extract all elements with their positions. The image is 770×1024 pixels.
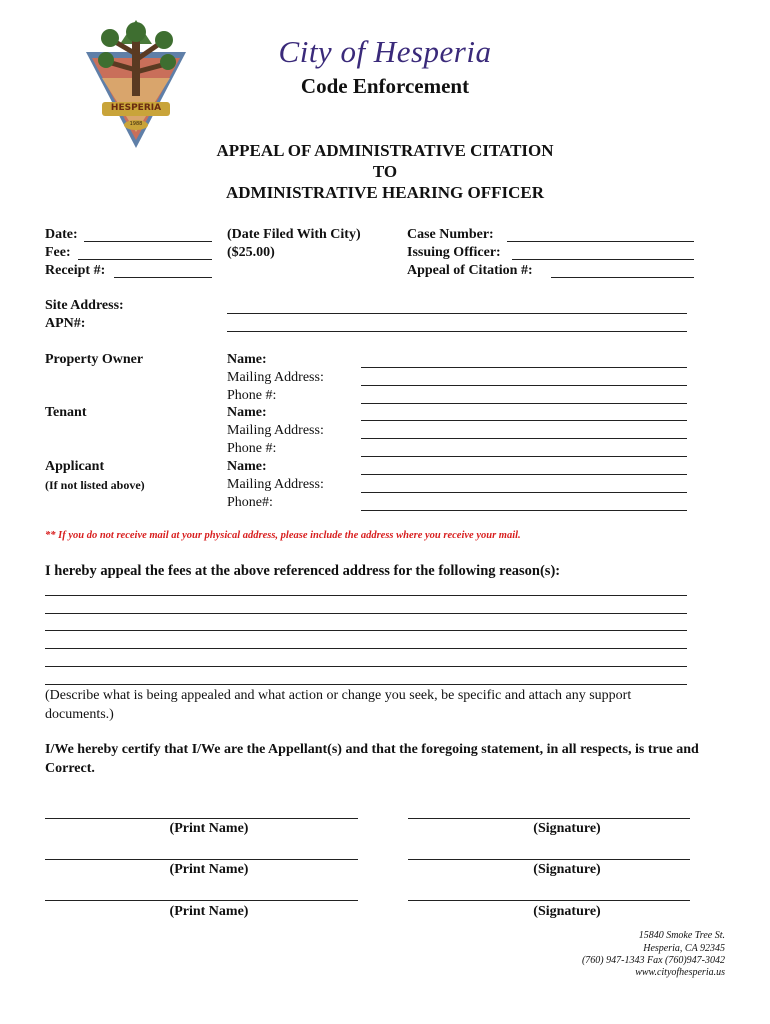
signature-line-1[interactable] bbox=[408, 818, 690, 819]
owner-phone-label: Phone #: bbox=[227, 388, 277, 403]
apn-field[interactable] bbox=[227, 331, 687, 332]
appeal-instructions: (Describe what is being appealed and what action or change you seek, be specific and attach any support documents.) bbox=[45, 688, 632, 722]
site-address-label: Site Address: bbox=[45, 298, 124, 313]
applicant-note: (If not listed above) bbox=[45, 478, 145, 492]
tenant-phone-field[interactable] bbox=[361, 456, 687, 457]
city-name: City of Hesperia bbox=[278, 34, 492, 69]
logo-banner-text: HESPERIA bbox=[110, 103, 162, 113]
print-name-line-2[interactable] bbox=[45, 859, 358, 860]
signature-line-2[interactable] bbox=[408, 859, 690, 860]
tenant-mailing-label: Mailing Address: bbox=[227, 423, 324, 438]
tenant-name-field[interactable] bbox=[361, 420, 687, 421]
tenant-name-label: Name: bbox=[227, 405, 267, 420]
owner-name-label: Name: bbox=[227, 352, 267, 367]
property-owner-label: Property Owner bbox=[45, 352, 144, 367]
reason-line-2[interactable] bbox=[45, 613, 687, 614]
signature-label-2: (Signature) bbox=[533, 862, 601, 877]
appeal-heading: I hereby appeal the fees at the above referenced address for the following reason(s): bbox=[45, 563, 561, 579]
applicant-mailing-field[interactable] bbox=[361, 492, 687, 493]
footer-address-2: Hesperia, CA 92345 bbox=[643, 943, 725, 954]
fee-label: Fee: bbox=[45, 245, 71, 260]
tenant-label: Tenant bbox=[45, 405, 87, 420]
apn-label: APN#: bbox=[45, 316, 86, 331]
form-title-line3: ADMINISTRATIVE HEARING OFFICER bbox=[226, 183, 544, 202]
owner-mailing-label: Mailing Address: bbox=[227, 370, 324, 385]
print-name-label-2: (Print Name) bbox=[169, 862, 249, 877]
certification-statement: I/We hereby certify that I/We are the Appellant(s) and that the foregoing statement, in all respects, is true and Correct. bbox=[45, 742, 699, 776]
reason-line-6[interactable] bbox=[45, 684, 687, 685]
case-number-label: Case Number: bbox=[407, 227, 494, 242]
logo-year-text: 1988 bbox=[129, 121, 143, 127]
department-title: Code Enforcement bbox=[300, 74, 470, 98]
applicant-label: Applicant bbox=[45, 459, 105, 474]
receipt-field[interactable] bbox=[114, 277, 212, 278]
appeal-citation-label: Appeal of Citation #: bbox=[407, 263, 533, 278]
reason-line-3[interactable] bbox=[45, 630, 687, 631]
applicant-name-field[interactable] bbox=[361, 474, 687, 475]
tenant-phone-label: Phone #: bbox=[227, 441, 277, 456]
footer-address-1: 15840 Smoke Tree St. bbox=[638, 930, 725, 941]
applicant-name-label: Name: bbox=[227, 459, 267, 474]
site-address-field[interactable] bbox=[227, 313, 687, 314]
print-name-line-1[interactable] bbox=[45, 818, 358, 819]
print-name-label-1: (Print Name) bbox=[169, 821, 249, 836]
applicant-mailing-label: Mailing Address: bbox=[227, 477, 324, 492]
date-label: Date: bbox=[45, 227, 78, 242]
tenant-mailing-field[interactable] bbox=[361, 438, 687, 439]
reason-line-5[interactable] bbox=[45, 666, 687, 667]
mailing-notice: ** If you do not receive mail at your physical address, please include the address where you receive your mail. bbox=[45, 530, 521, 541]
footer-website[interactable]: www.cityofhesperia.us bbox=[635, 967, 725, 978]
fee-amount: ($25.00) bbox=[227, 245, 275, 260]
fee-field[interactable] bbox=[78, 259, 212, 260]
date-filed-note: (Date Filed With City) bbox=[227, 227, 361, 242]
applicant-phone-label: Phone#: bbox=[227, 495, 273, 510]
city-logo bbox=[82, 14, 190, 152]
form-title-line2: TO bbox=[372, 162, 398, 181]
issuing-officer-field[interactable] bbox=[512, 259, 694, 260]
owner-mailing-field[interactable] bbox=[361, 385, 687, 386]
applicant-phone-field[interactable] bbox=[361, 510, 687, 511]
owner-phone-field[interactable] bbox=[361, 403, 687, 404]
date-field[interactable] bbox=[84, 241, 212, 242]
print-name-line-3[interactable] bbox=[45, 900, 358, 901]
signature-line-3[interactable] bbox=[408, 900, 690, 901]
reason-line-1[interactable] bbox=[45, 595, 687, 596]
owner-name-field[interactable] bbox=[361, 367, 687, 368]
signature-label-1: (Signature) bbox=[533, 821, 601, 836]
case-number-field[interactable] bbox=[507, 241, 694, 242]
issuing-officer-label: Issuing Officer: bbox=[407, 245, 501, 260]
receipt-label: Receipt #: bbox=[45, 263, 106, 278]
footer-phones: (760) 947-1343 Fax (760)947-3042 bbox=[581, 955, 725, 966]
appeal-citation-field[interactable] bbox=[551, 277, 694, 278]
signature-label-3: (Signature) bbox=[533, 904, 601, 919]
form-title-line1: APPEAL OF ADMINISTRATIVE CITATION bbox=[216, 141, 554, 160]
reason-line-4[interactable] bbox=[45, 648, 687, 649]
print-name-label-3: (Print Name) bbox=[169, 904, 249, 919]
